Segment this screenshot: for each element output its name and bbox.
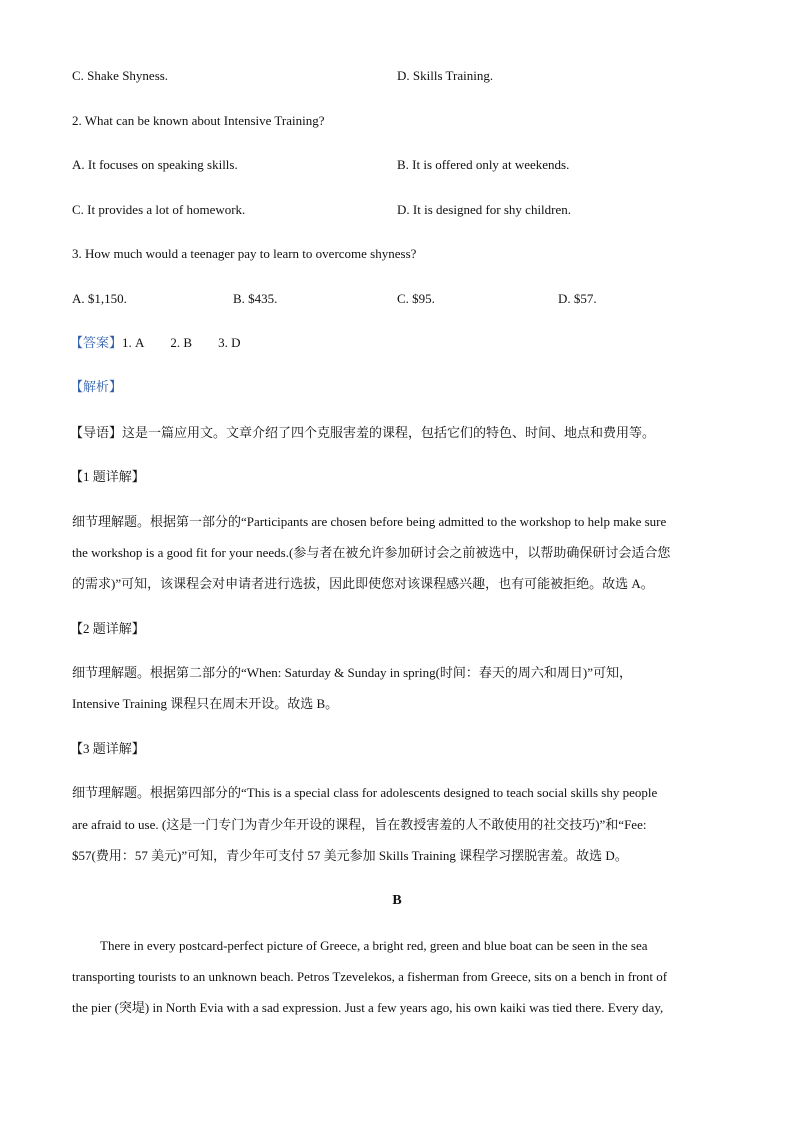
answer-2: 2. B	[170, 335, 193, 350]
detail2-line2: Intensive Training 课程只在周末开设。故选 B。	[72, 696, 339, 711]
q1-option-d: D. Skills Training.	[397, 68, 494, 83]
q2-option-a: A. It focuses on speaking skills.	[72, 157, 238, 172]
detail3-line3: $57(费用：57 美元)”可知，青少年可支付 57 美元参加 Skills Training 课程学习摆脱害羞。故选 D。	[72, 848, 628, 863]
analysis-label: 【解析】	[70, 379, 123, 394]
section-b-line1: There in every postcard-perfect picture of Greece, a bright red, green and blue boat can be seen in the sea	[100, 938, 648, 953]
q2-stem: 2. What can be known about Intensive Training?	[72, 113, 325, 128]
answer-3: 3. D	[218, 335, 241, 350]
detail1-line3: 的需求)”可知，该课程会对申请者进行选拔，因此即使您对该课程感兴趣，也有可能被拒绝。故选 A。	[72, 576, 654, 591]
q3-option-c: C. $95.	[397, 291, 435, 306]
detail2-label: 【2 题详解】	[70, 621, 145, 636]
detail1-line2: the workshop is a good fit for your needs.(参与者在被允许参加研讨会之前被选中，以帮助确保研讨会适合您	[72, 545, 671, 560]
q3-option-a: A. $1,150.	[72, 291, 127, 306]
q2-option-c: C. It provides a lot of homework.	[72, 202, 246, 217]
answer-line	[70, 334, 240, 352]
q3-option-d: D. $57.	[558, 291, 597, 306]
section-b-line3: the pier (突堤) in North Evia with a sad expression. Just a few years ago, his own kaiki was tied there. Every day,	[72, 1000, 664, 1015]
detail1-label: 【1 题详解】	[70, 469, 145, 484]
answer-label: 【答案】	[70, 335, 123, 350]
q3-option-b: B. $435.	[233, 291, 278, 306]
q2-option-d: D. It is designed for shy children.	[397, 202, 572, 217]
detail2-line1: 细节理解题。根据第二部分的“When: Saturday & Sunday in spring(时间：春天的周六和周日)”可知，	[72, 665, 633, 680]
detail1-line1: 细节理解题。根据第一部分的“Participants are chosen before being admitted to the workshop to help make sure	[72, 514, 667, 529]
guide-label: 【导语】	[70, 425, 123, 440]
guide-text: 这是一篇应用文。文章介绍了四个克服害羞的课程，包括它们的特色、时间、地点和费用等。	[122, 425, 656, 440]
q2-option-b: B. It is offered only at weekends.	[397, 157, 570, 172]
detail3-line1: 细节理解题。根据第四部分的“This is a special class for adolescents designed to teach social skills shy people	[72, 785, 658, 800]
q1-option-c: C. Shake Shyness.	[72, 68, 169, 83]
section-b-heading: B	[392, 893, 402, 908]
detail3-line2: are afraid to use. (这是一门专门为青少年开设的课程，旨在教授害羞的人不敢使用的社交技巧)”和“Fee:	[72, 817, 647, 832]
q3-stem: 3. How much would a teenager pay to learn to overcome shyness?	[72, 246, 417, 261]
guide-line	[70, 424, 655, 442]
detail3-label: 【3 题详解】	[70, 741, 145, 756]
answer-1: 1. A	[122, 335, 145, 350]
section-b-line2: transporting tourists to an unknown beach. Petros Tzevelekos, a fisherman from Greece, sits on a bench in front of	[72, 969, 668, 984]
